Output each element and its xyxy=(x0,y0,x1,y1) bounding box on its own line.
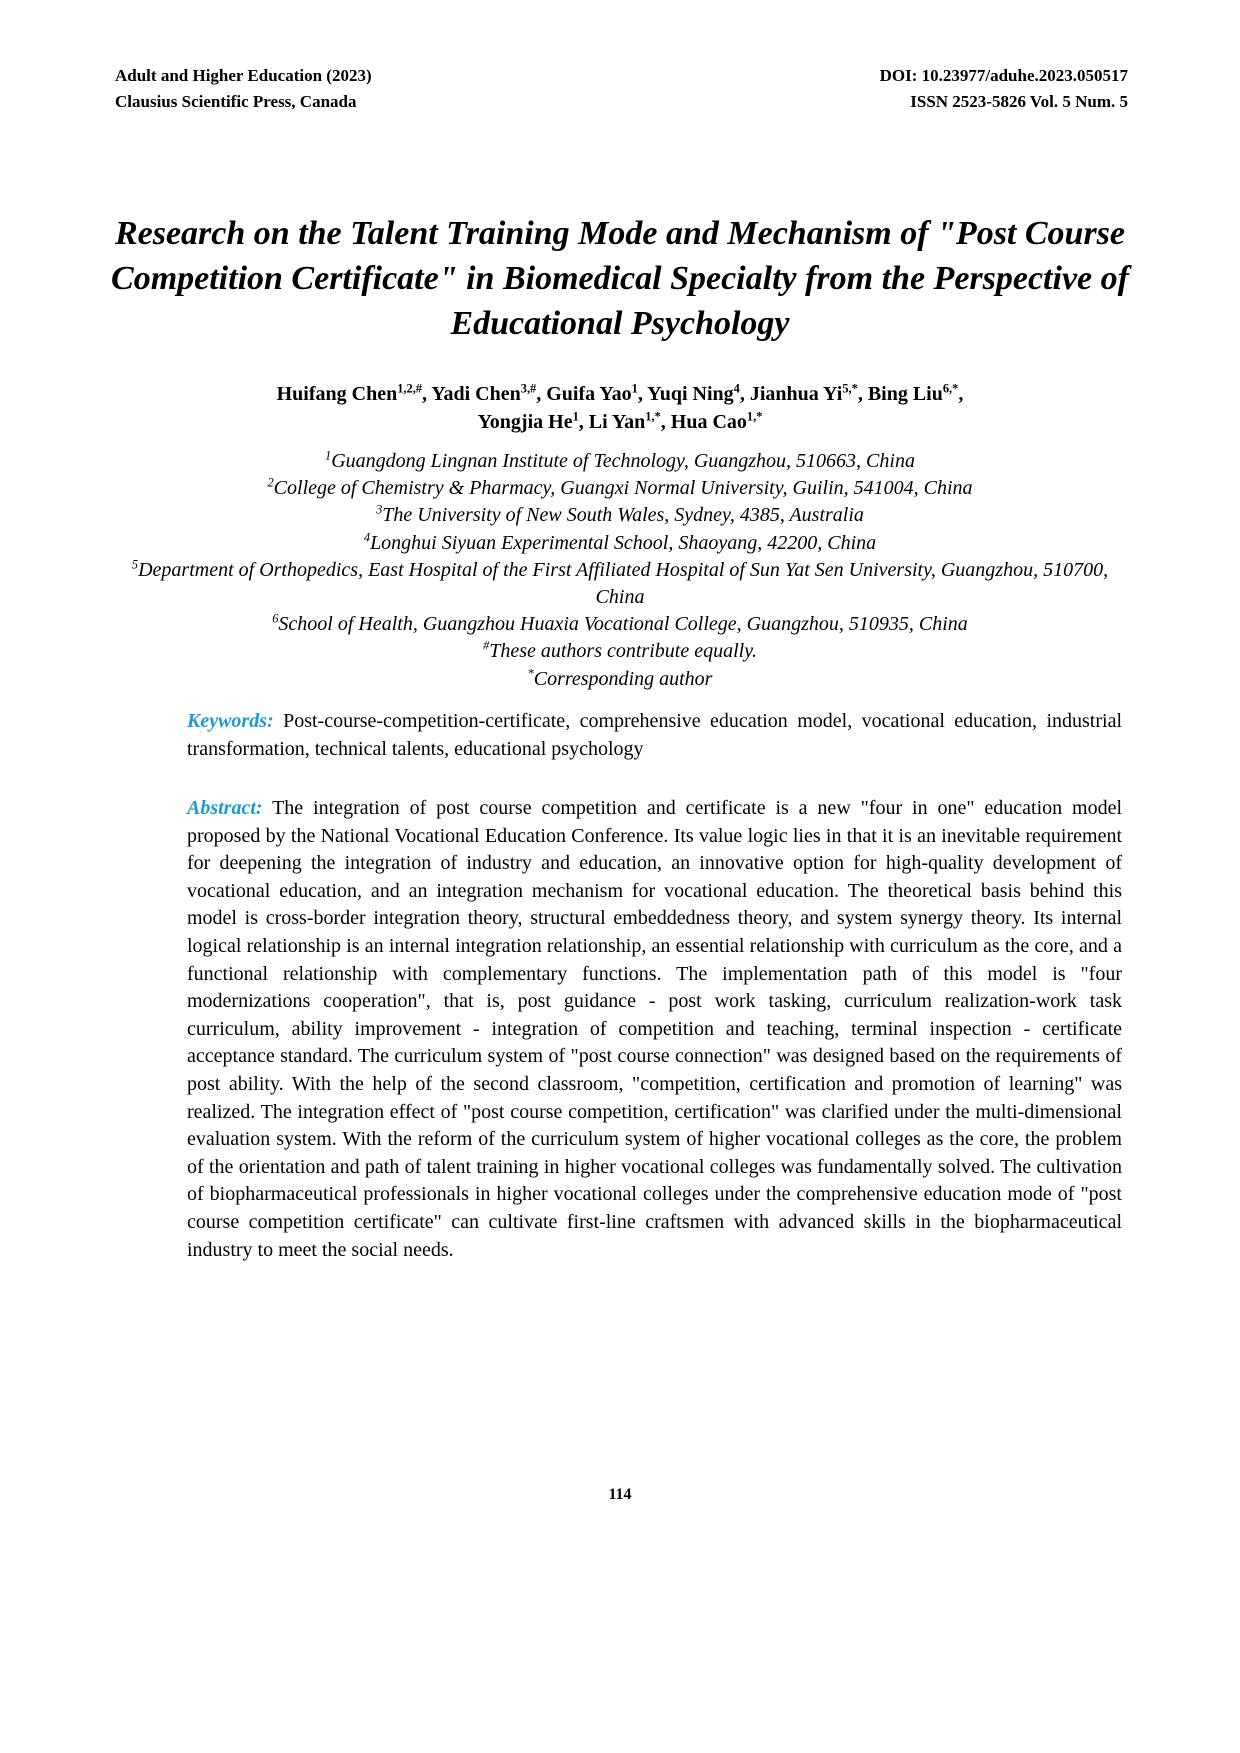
affiliations-list xyxy=(105,448,1135,693)
affiliation-line xyxy=(105,502,1135,529)
keywords-section xyxy=(187,708,1122,763)
affiliation-superscript: 1 xyxy=(325,448,332,463)
author-name: Yongjia He xyxy=(477,411,573,434)
author-name: Jianhua Yi xyxy=(749,383,843,405)
affiliation-text: Guangdong Lingnan Institute of Technology, Guangzhou, 510663, China xyxy=(331,450,915,472)
affiliation-superscript: # xyxy=(483,638,490,653)
affiliation-line xyxy=(105,530,1135,557)
author-name: Yuqi Ning xyxy=(647,383,734,405)
abstract-section xyxy=(187,795,1122,1264)
authors-block xyxy=(95,380,1145,437)
author-superscript: 4 xyxy=(733,381,740,396)
author-name: Bing Liu xyxy=(867,383,943,405)
journal-header xyxy=(115,63,1128,114)
affiliation-line xyxy=(105,666,1135,693)
affiliation-line xyxy=(105,475,1135,502)
affiliation-text: These authors contribute equally. xyxy=(489,640,757,663)
abstract-text: The integration of post course competition and certificate is a new "four in one" education model proposed by the National Vocational Education Conference. Its value logic lies in that it is an inevitable requirement for deepening the integration of industry and education, an innovative option for high-quality development of vocational education, and an integration mechanism for vocational education. The theoretical basis behind this model is cross-border integration theory, structural embeddedness theory, and system synergy theory. Its internal logical relationship is an internal integration relationship, an essential relationship with curriculum as the core, and a functional relationship with complementary functions. The implementation path of this model is "four modernizations cooperation", that is, post guidance - post work tasking, curriculum realization-work task curriculum, ability improvement - integration of competition and teaching, terminal inspection - certificate acceptance standard. The curriculum system of "post course connection" was designed based on the requirements of post ability. With the help of the second classroom, "competition, certification and promotion of learning" was realized. The integration effect of "post course competition, certification" was clarified under the multi-dimensional evaluation system. With the reform of the curriculum system of higher vocational colleges as the core, the problem of the orientation and path of talent training in higher vocational colleges was fundamentally solved. The cultivation of biopharmaceutical professionals in higher vocational colleges under the comprehensive education mode of "post course competition certificate" can cultivate first-line craftsmen with advanced skills in the biopharmaceutical industry to meet the social needs. xyxy=(187,797,1122,1261)
journal-info xyxy=(115,63,372,114)
affiliation-line xyxy=(105,611,1135,638)
author-superscript: 1,2,# xyxy=(397,381,422,396)
keywords-text: Post-course-competition-certificate, comprehensive education model, vocational education, industrial transformation, technical talents, educational psychology xyxy=(187,710,1123,760)
author-superscript: 1 xyxy=(572,409,579,424)
author-name: Hua Cao xyxy=(670,411,747,434)
author-superscript: 5,* xyxy=(842,381,858,396)
affiliation-text: Corresponding author xyxy=(533,667,713,690)
author-superscript: 6,* xyxy=(942,381,959,396)
authors-line-1: Huifang Chen$^{1,2,\#}$, Yadi Chen$^{3,\#}$, Guifa Yao$^1$, Yuqi Ning$^4$, Jianhua $Yi^{5,*}$, Bing Liu$^{6,*}$, xyxy=(276,381,964,405)
affiliation-line xyxy=(105,638,1135,665)
affiliation-text: Longhui Siyuan Experimental School, Shaoyang, 42200, China xyxy=(370,531,877,554)
author-name: Li Yan xyxy=(588,411,646,434)
page-number: 114 xyxy=(608,1486,632,1503)
author-name: Guifa Yao xyxy=(546,383,632,405)
affiliation-superscript: 4 xyxy=(363,529,371,544)
affiliation-text: The University of New South Wales, Sydney, 4385, Australia xyxy=(382,504,864,527)
affiliation-line xyxy=(105,557,1135,611)
affiliation-text: Department of Orthopedics, East Hospital of the First Affiliated Hospital of Sun Yat Sen University, Guangzhou, 510700, China xyxy=(138,558,1109,608)
affiliation-superscript: 3 xyxy=(376,502,383,517)
journal-name: Adult and Higher Education (2023) xyxy=(115,66,372,85)
affiliation-superscript: 5 xyxy=(131,557,139,572)
affiliation-text: School of Health, Guangzhou Huaxia Vocational College, Guangzhou, 510935, China xyxy=(278,613,968,636)
publisher: Clausius Scientific Press, Canada xyxy=(115,91,357,111)
affiliation-superscript: 2 xyxy=(267,475,274,490)
abstract-label: Abstract: xyxy=(187,797,263,819)
author-name: Yadi Chen xyxy=(431,383,521,405)
affiliation-text: College of Chemistry & Pharmacy, Guangxi Normal University, Guilin, 541004, China xyxy=(273,477,973,500)
author-superscript: 1 xyxy=(631,381,638,396)
keywords-label: Keywords: xyxy=(187,710,274,732)
author-superscript: 1,* xyxy=(645,409,661,424)
authors-line-2: Yongjia He$^1$, Li Yan$^{1,*}$, Hua Cao$^{1,*}$ xyxy=(477,409,763,434)
publication-info xyxy=(880,63,1128,114)
author-superscript: 3,# xyxy=(520,381,537,396)
author-superscript: 1,* xyxy=(746,409,763,424)
affiliation-superscript: 6 xyxy=(272,611,279,626)
doi: DOI: 10.23977/aduhe.2023.050517 xyxy=(879,66,1128,85)
issn-volume: ISSN 2523-5826 Vol. 5 Num. 5 xyxy=(910,91,1128,111)
paper-title: Research on the Talent Training Mode and Mechanism of "Post Course Competition Certificate" in Biomedical Specialty from the Perspective of Educational Psychology xyxy=(111,215,1129,342)
affiliation-superscript: * xyxy=(527,665,534,680)
affiliation-line xyxy=(105,448,1135,475)
author-name: Huifang Chen xyxy=(276,383,398,405)
